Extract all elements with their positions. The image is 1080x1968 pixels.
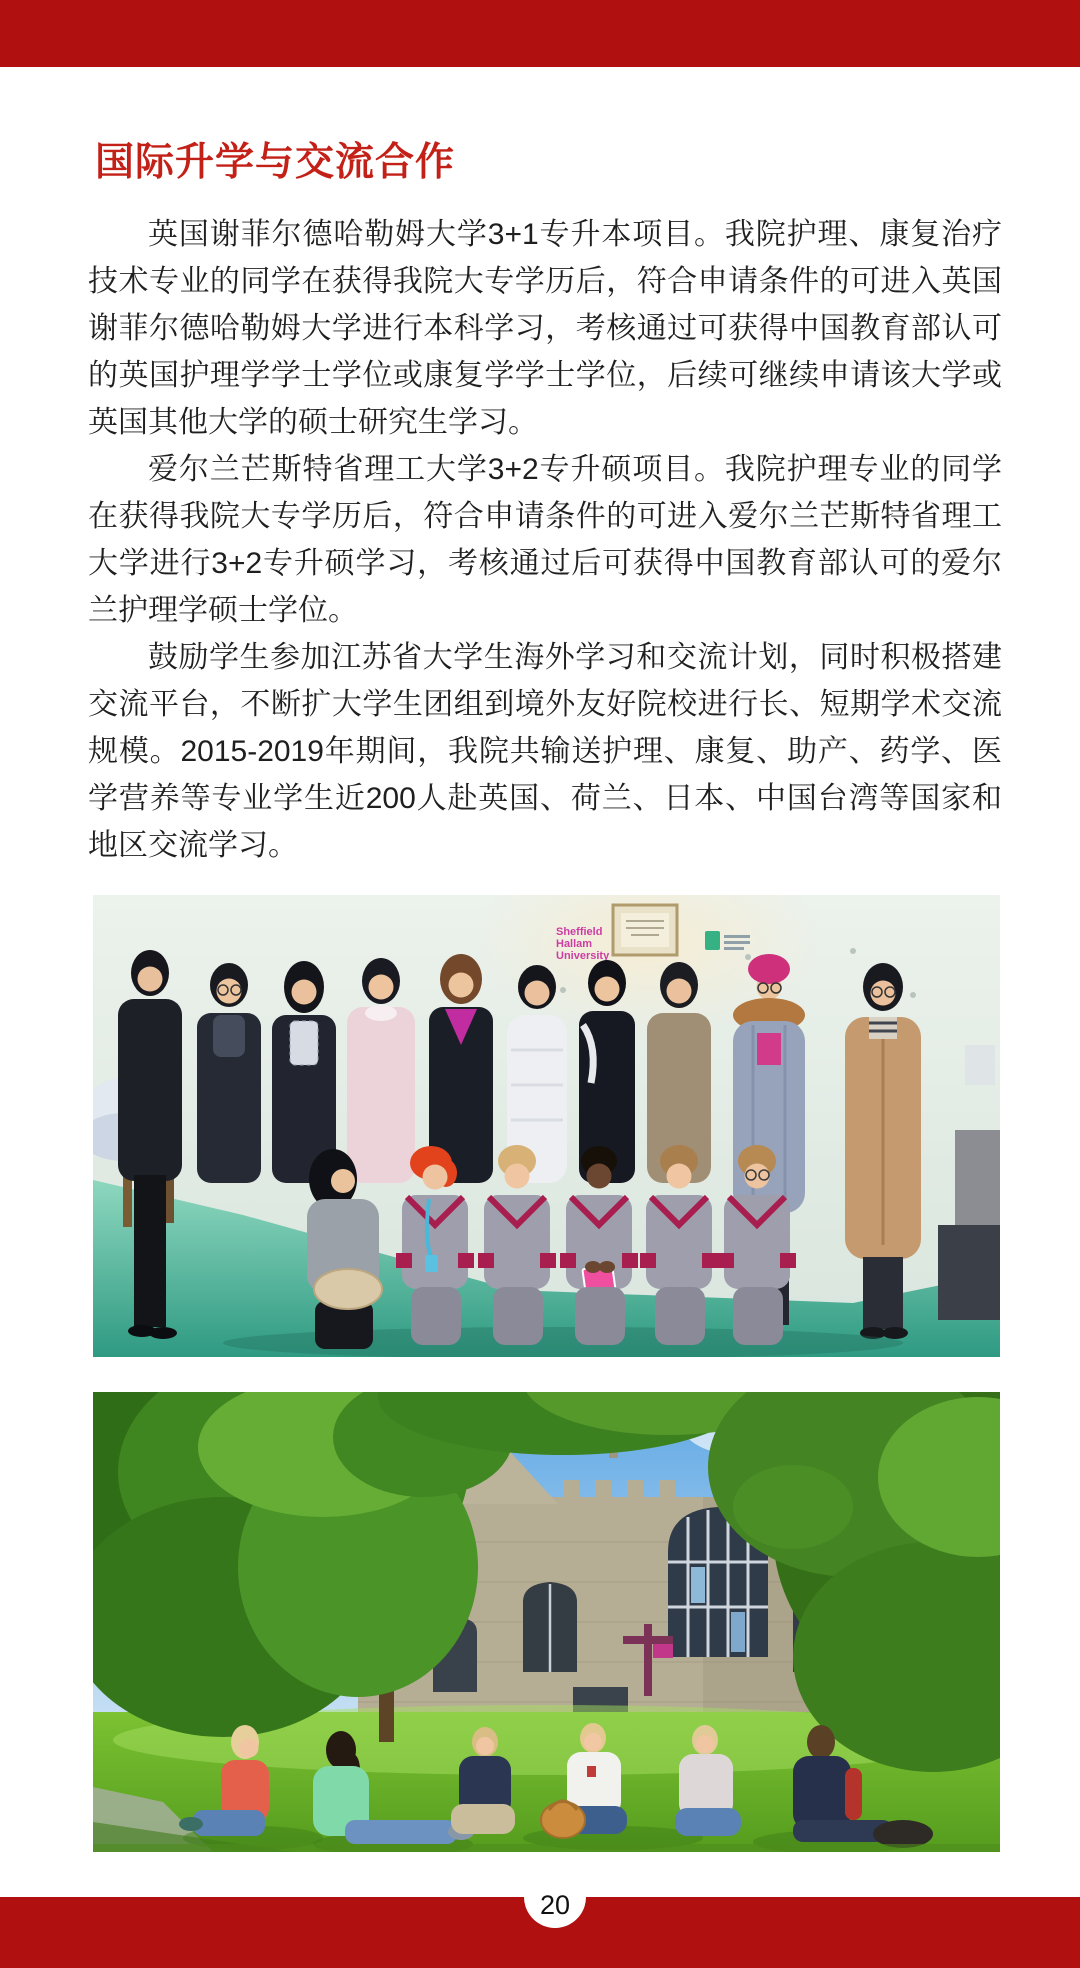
photo-group-sheffield xyxy=(93,895,1000,1357)
foreground-grass xyxy=(93,1844,1000,1852)
campus-photo-illustration xyxy=(93,1392,1000,1852)
wall-certificate-frame xyxy=(613,905,677,955)
photo-campus-lawn xyxy=(93,1392,1000,1852)
page-number: 20 xyxy=(539,1889,571,1920)
paragraph-exchange-program: 鼓励学生参加江苏省大学生海外学习和交流计划，同时积极搭建交流平台，不断扩大学生团组到境外友好院校进行长、短期学术交流规模。2015-2019年期间，我院共输送护理、康复、助产、药学、医学营养等专业学生近200人赴英国、荷兰、日本、中国台湾等国家和地区交流学习。 xyxy=(88,641,1002,862)
body-text xyxy=(88,211,1002,869)
window-glass-highlight xyxy=(691,1567,705,1603)
dark-backpack xyxy=(873,1820,933,1848)
page-number-bubble xyxy=(524,1866,586,1928)
paragraph-ireland-program: 爱尔兰芒斯特省理工大学3+2专升硕项目。我院护理专业的同学在获得我院大专学历后，符合申请条件的可进入爱尔兰芒斯特省理工大学进行3+2专升硕学习，考核通过后可获得中国教育部认可的爱尔兰护理学硕士学位。 xyxy=(88,453,1002,627)
tan-handbag xyxy=(541,1801,585,1838)
page-title: 国际升学与交流合作 xyxy=(95,141,456,184)
paragraph-sheffield-program: 英国谢菲尔德哈勒姆大学3+1专升本项目。我院护理、康复治疗技术专业的同学在获得我院大专学历后，符合申请条件的可进入英国谢菲尔德哈勒姆大学进行本科学习，考核通过可获得中国教育部认可的英国护理学学士学位或康复学学士学位，后续可继续申请该大学或英国其他大学的硕士研究生学习。 xyxy=(88,218,1002,439)
svg-text:Sheffield: Sheffield xyxy=(556,926,603,938)
svg-text:University: University xyxy=(556,950,610,962)
group-photo-illustration xyxy=(93,895,1000,1357)
top-red-banner xyxy=(0,0,1080,67)
svg-text:Hallam: Hallam xyxy=(556,938,593,950)
